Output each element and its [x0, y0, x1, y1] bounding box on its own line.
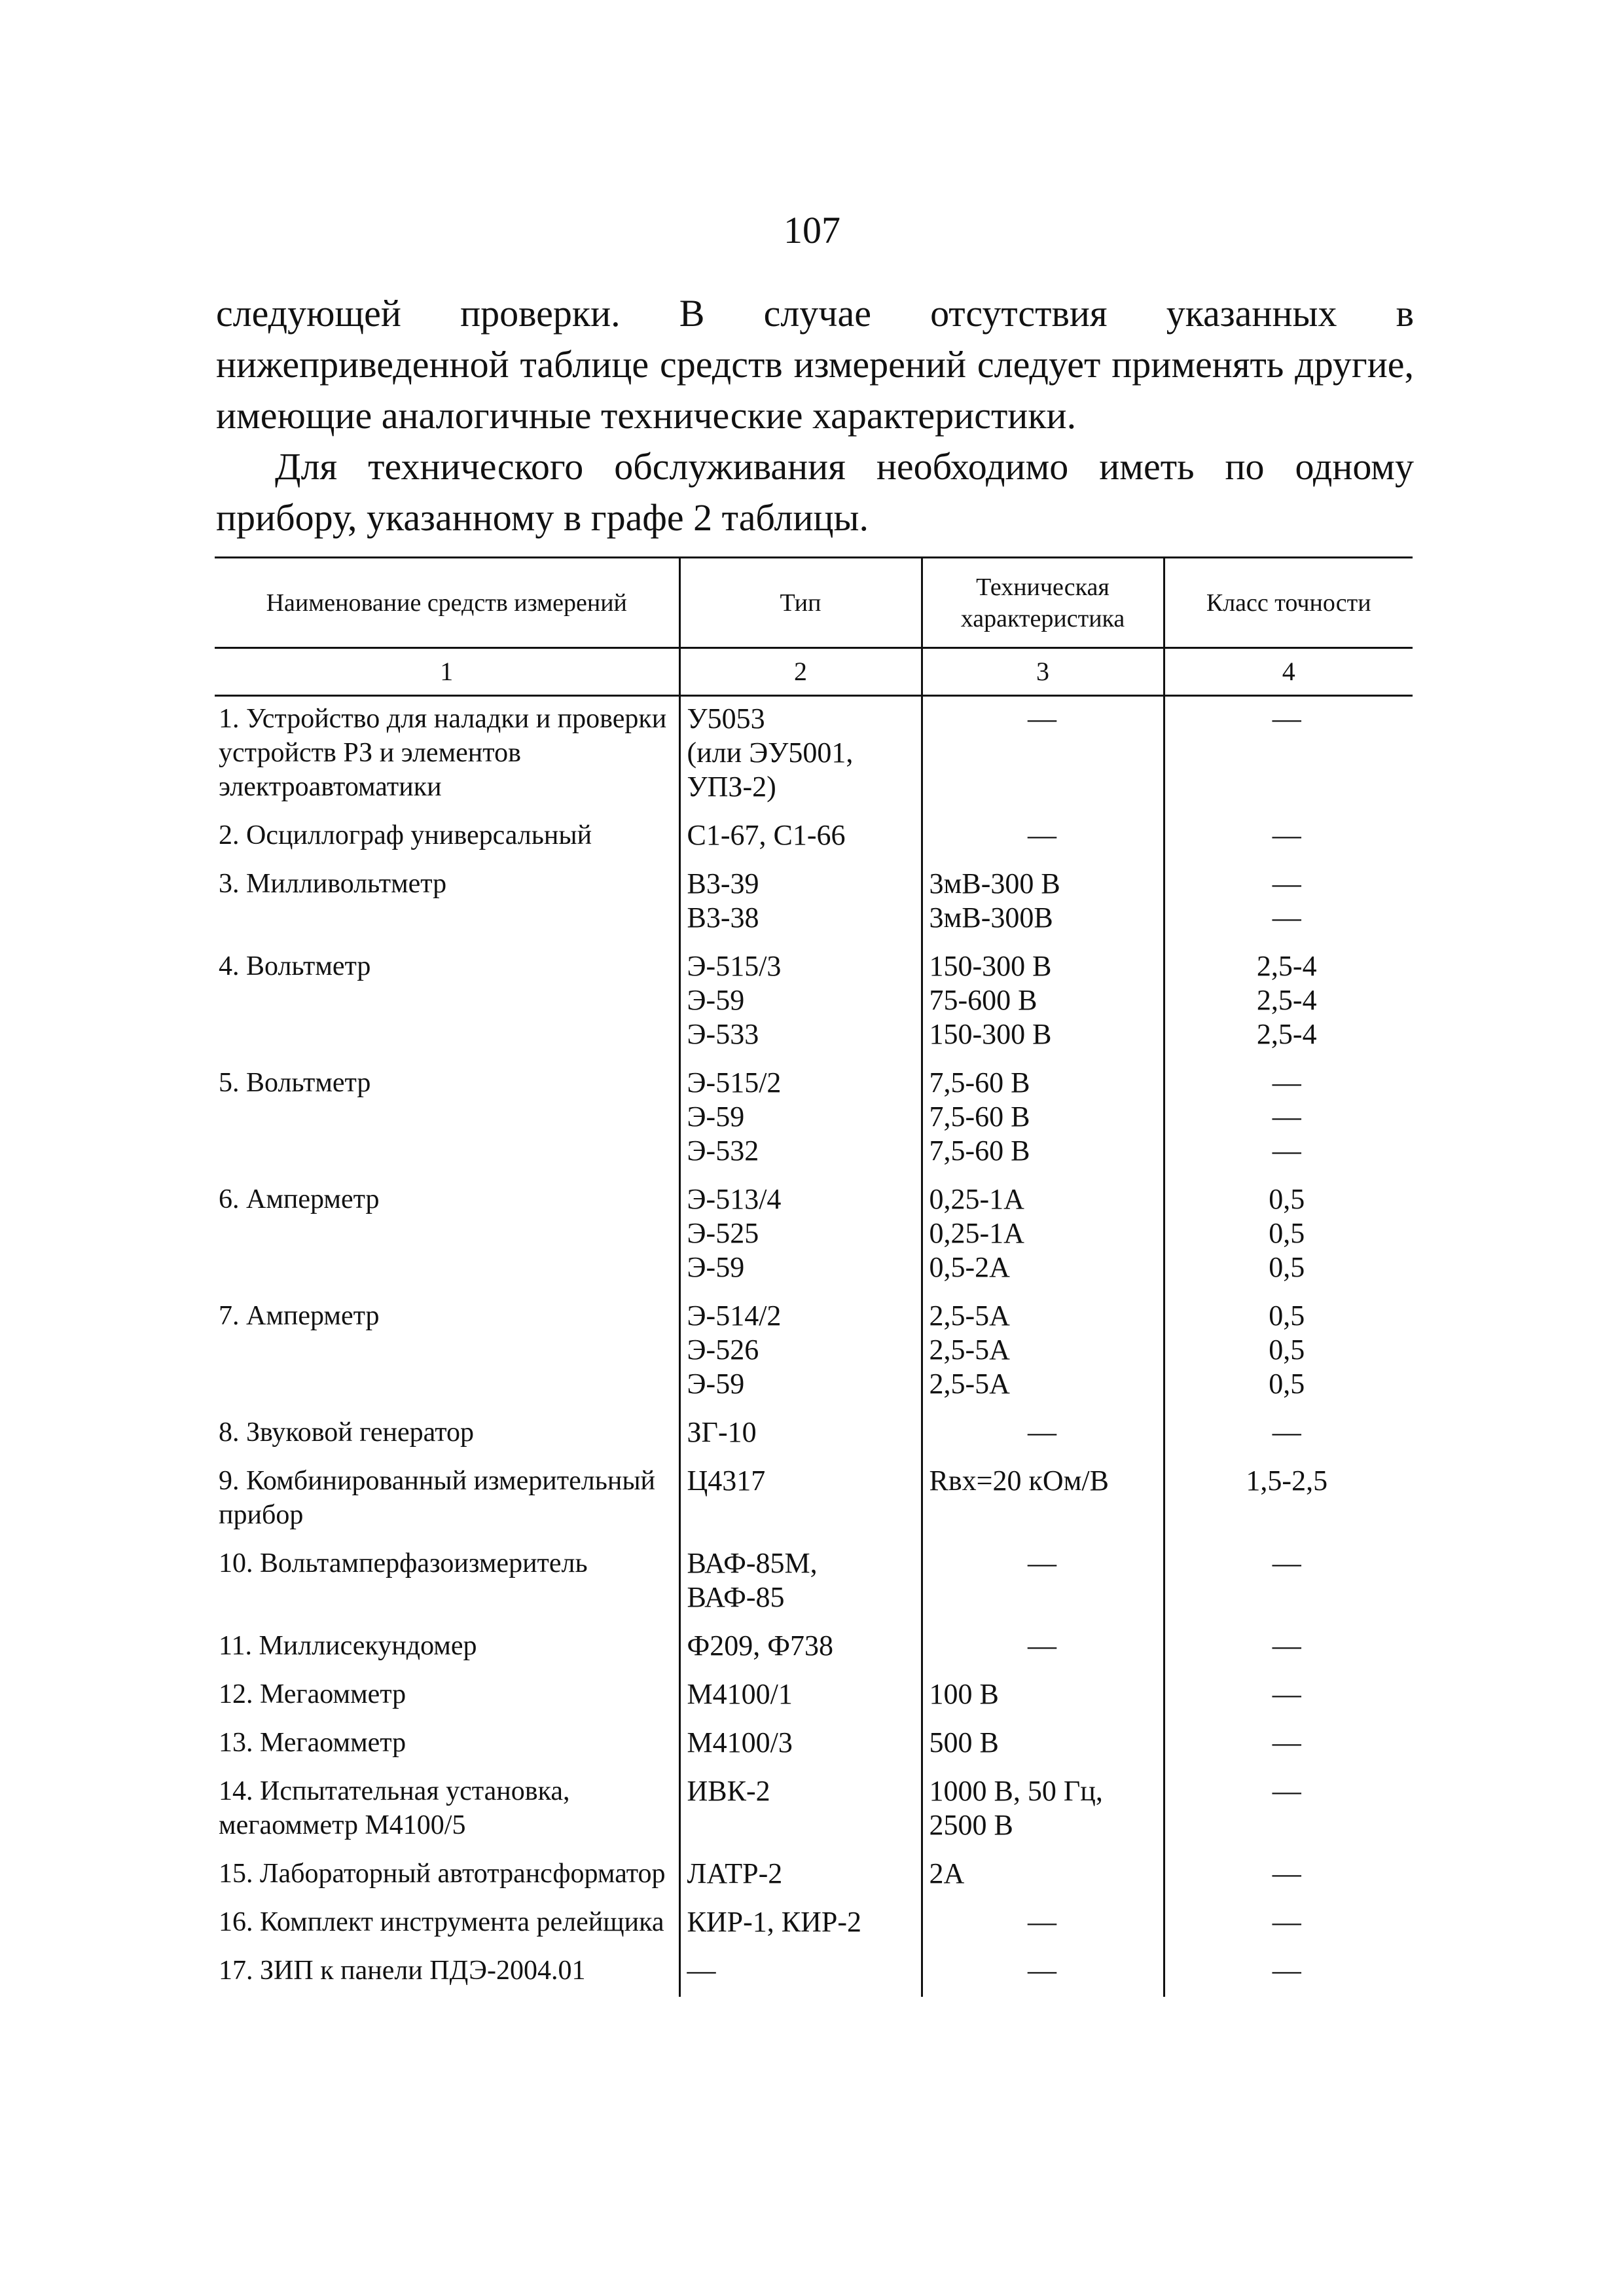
header-type: Тип	[679, 558, 922, 648]
cell-type: ЛАТР-2	[679, 1851, 922, 1900]
cell-type: Ф209, Ф738	[679, 1624, 922, 1672]
table-row	[215, 1624, 1413, 1672]
table-row	[215, 1410, 1413, 1459]
cell-name: 3. Милливольтметр	[219, 869, 447, 899]
header-spec: Техническая характеристика	[922, 558, 1164, 648]
cell-name: 6. Амперметр	[219, 1184, 380, 1214]
cell-spec: 7,5-60 В 7,5-60 В 7,5-60 В	[922, 1061, 1164, 1177]
cell-spec: —	[922, 1900, 1164, 1948]
table-row	[215, 1721, 1413, 1769]
cell-type: Ц4317	[679, 1459, 922, 1541]
cell-type: Э-513/4 Э-525 Э-59	[679, 1177, 922, 1294]
table-row	[215, 1948, 1413, 1997]
cell-class: —	[1164, 1410, 1413, 1459]
instruments-table	[215, 556, 1413, 1997]
cell-spec: 1000 В, 50 Гц, 2500 В	[922, 1769, 1164, 1851]
cell-spec: 150-300 В 75-600 В 150-300 В	[922, 944, 1164, 1061]
cell-type: КИР-1, КИР-2	[679, 1900, 922, 1948]
cell-name: 12. Мегаомметр	[219, 1679, 406, 1709]
cell-type: С1-67, С1-66	[679, 813, 922, 862]
cell-spec: —	[922, 1948, 1164, 1997]
cell-class: 0,5 0,5 0,5	[1164, 1294, 1413, 1410]
cell-class: —	[1164, 813, 1413, 862]
cell-class: —	[1164, 1900, 1413, 1948]
header-name: Наименование средств измерений	[215, 558, 679, 648]
table-row	[215, 1672, 1413, 1721]
column-number: 3	[922, 648, 1164, 696]
table-row	[215, 1294, 1413, 1410]
column-number-row	[215, 648, 1413, 696]
cell-name: 9. Комбинированный измерительный прибор	[219, 1466, 656, 1530]
cell-type: ИВК-2	[679, 1769, 922, 1851]
cell-spec: 100 В	[922, 1672, 1164, 1721]
cell-type: М4100/3	[679, 1721, 922, 1769]
cell-class: —	[1164, 1948, 1413, 1997]
cell-name: 2. Осциллограф универсальный	[219, 820, 592, 850]
cell-type: У5053 (или ЭУ5001, УПЗ-2)	[679, 696, 922, 814]
cell-spec: —	[922, 1410, 1164, 1459]
page-number: 107	[784, 209, 840, 251]
cell-type: ЗГ-10	[679, 1410, 922, 1459]
intro-text	[216, 288, 1414, 543]
cell-type: Э-515/3 Э-59 Э-533	[679, 944, 922, 1061]
cell-type: Э-514/2 Э-526 Э-59	[679, 1294, 922, 1410]
table-row	[215, 944, 1413, 1061]
cell-name: 4. Вольтметр	[219, 951, 371, 981]
cell-name: 15. Лабораторный автотрансформатор	[219, 1859, 666, 1889]
intro-paragraph-2: Для технического обслуживания необходимо иметь по одному прибору, указанному в графе 2 таблицы.	[216, 445, 1414, 539]
table-row	[215, 1459, 1413, 1541]
table-row	[215, 1851, 1413, 1900]
cell-class: —	[1164, 1624, 1413, 1672]
cell-class: —	[1164, 1851, 1413, 1900]
cell-class: — —	[1164, 862, 1413, 944]
instruments-table-wrapper	[215, 556, 1413, 1997]
cell-name: 5. Вольтметр	[219, 1068, 371, 1098]
cell-spec: —	[922, 813, 1164, 862]
cell-spec: —	[922, 696, 1164, 814]
cell-name: 16. Комплект инструмента релейщика	[219, 1907, 664, 1937]
table-row	[215, 813, 1413, 862]
cell-class: —	[1164, 696, 1413, 814]
cell-class: —	[1164, 1721, 1413, 1769]
cell-class: — — —	[1164, 1061, 1413, 1177]
cell-type: Э-515/2 Э-59 Э-532	[679, 1061, 922, 1177]
cell-class: 1,5-2,5	[1164, 1459, 1413, 1541]
cell-name: 8. Звуковой генератор	[219, 1417, 475, 1448]
cell-class: —	[1164, 1672, 1413, 1721]
cell-spec: —	[922, 1624, 1164, 1672]
cell-name: 1. Устройство для наладки и проверки устройств РЗ и элементов электроавтоматики	[219, 704, 667, 802]
cell-spec: 0,25-1А 0,25-1А 0,5-2А	[922, 1177, 1164, 1294]
cell-class: 2,5-4 2,5-4 2,5-4	[1164, 944, 1413, 1061]
cell-class: 0,5 0,5 0,5	[1164, 1177, 1413, 1294]
cell-spec: Rвх=20 кОм/В	[922, 1459, 1164, 1541]
cell-spec: —	[922, 1541, 1164, 1624]
cell-name: 7. Амперметр	[219, 1301, 380, 1331]
cell-type: —	[679, 1948, 922, 1997]
cell-spec: 2А	[922, 1851, 1164, 1900]
cell-spec: 2,5-5А 2,5-5А 2,5-5А	[922, 1294, 1164, 1410]
table-row	[215, 1541, 1413, 1624]
cell-class: —	[1164, 1541, 1413, 1624]
cell-name: 10. Вольтамперфазоизмеритель	[219, 1548, 588, 1578]
table-header-row	[215, 558, 1413, 648]
header-class: Класс точности	[1164, 558, 1413, 648]
cell-spec: 3мВ-300 В 3мВ-300В	[922, 862, 1164, 944]
table-row	[215, 862, 1413, 944]
cell-name: 11. Миллисекундомер	[219, 1631, 477, 1661]
cell-type: ВАФ-85М, ВАФ-85	[679, 1541, 922, 1624]
cell-spec: 500 В	[922, 1721, 1164, 1769]
column-number: 2	[679, 648, 922, 696]
table-row	[215, 1769, 1413, 1851]
cell-name: 13. Мегаомметр	[219, 1728, 406, 1758]
column-number: 1	[215, 648, 679, 696]
column-number: 4	[1164, 648, 1413, 696]
table-row	[215, 1900, 1413, 1948]
table-row	[215, 1177, 1413, 1294]
cell-name: 14. Испытательная установка, мегаомметр М4100/5	[219, 1776, 570, 1840]
intro-paragraph-1: следующей проверки. В случае отсутствия указанных в нижеприведенной таблице средств измерений следует применять другие, имеющие аналогичные технические характеристики.	[216, 292, 1414, 437]
cell-class: —	[1164, 1769, 1413, 1851]
cell-type: М4100/1	[679, 1672, 922, 1721]
table-row	[215, 1061, 1413, 1177]
table-body	[215, 696, 1413, 1997]
table-row	[215, 696, 1413, 814]
cell-type: В3-39 В3-38	[679, 862, 922, 944]
cell-name: 17. ЗИП к панели ПДЭ-2004.01	[219, 1956, 586, 1986]
